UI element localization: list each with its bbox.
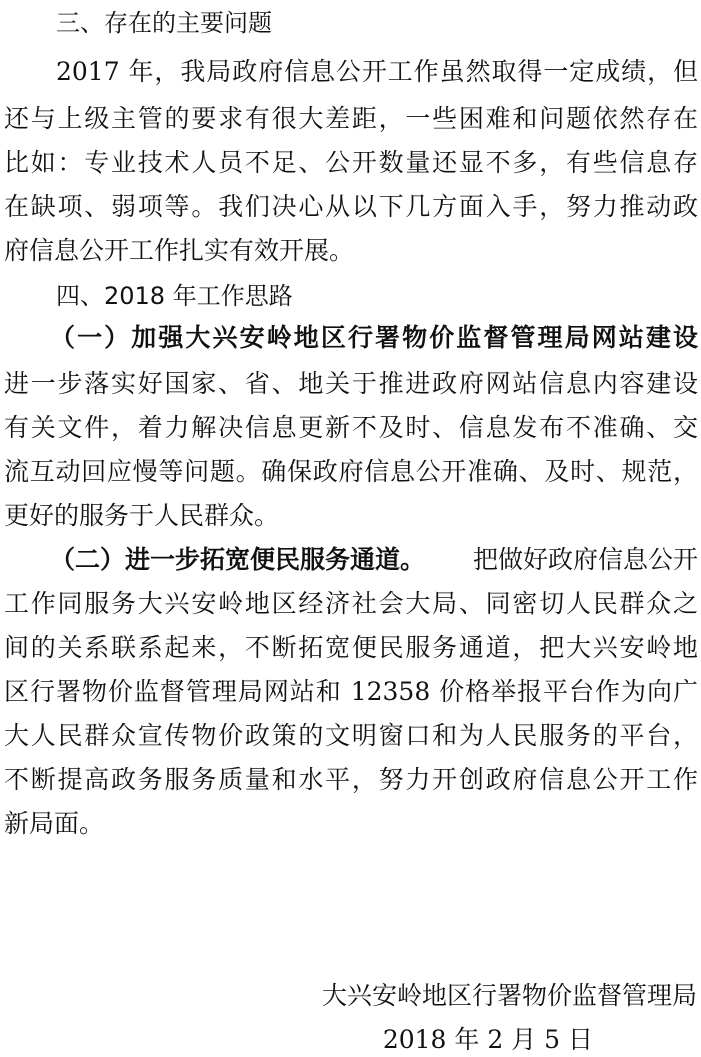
paragraph-line: 还与上级主管的要求有很大差距，一些困难和问题依然存在 xyxy=(4,104,698,133)
paragraph-line: 在缺项、弱项等。我们决心从以下几方面入手，努力推动政 xyxy=(4,192,698,221)
signature-date: 2018 年 2 月 5 日 xyxy=(382,1025,593,1054)
paragraph-line: 府信息公开工作扎实有效开展。 xyxy=(4,236,355,265)
signature-organization: 大兴安岭地区行署物价监督管理局 xyxy=(321,981,697,1010)
paragraph-line: 比如：专业技术人员不足、公开数量还显不多，有些信息存 xyxy=(4,148,698,177)
paragraph-line: 区行署物价监督管理局网站和 12358 价格举报平台作为向广 xyxy=(4,677,698,706)
subheading-service-channel: （二）进一步拓宽便民服务通道。 xyxy=(50,545,426,574)
paragraph-line: 流互动回应慢等问题。确保政府信息公开准确、及时、规范， xyxy=(4,457,698,486)
paragraph-inline-text: 把做好政府信息公开 xyxy=(472,545,698,574)
paragraph-line: 更好的服务于人民群众。 xyxy=(4,501,280,530)
paragraph-line: 新局面。 xyxy=(4,809,105,838)
paragraph-line: 进一步落实好国家、省、地关于推进政府网站信息内容建设 xyxy=(4,369,698,398)
paragraph-line: 间的关系联系起来，不断拓宽便民服务通道，把大兴安岭地 xyxy=(4,633,698,662)
paragraph-line: 2017 年，我局政府信息公开工作虽然取得一定成绩，但 xyxy=(56,57,698,86)
paragraph-line: 有关文件，着力解决信息更新不及时、信息发布不准确、交 xyxy=(4,413,698,442)
section-heading-problems: 三、存在的主要问题 xyxy=(56,9,272,37)
paragraph-line: 工作同服务大兴安岭地区经济社会大局、同密切人民群众之 xyxy=(4,589,698,618)
subheading-website-construction: （一）加强大兴安岭地区行署物价监督管理局网站建设 xyxy=(50,323,698,352)
paragraph-line: 不断提高政务服务质量和水平，努力开创政府信息公开工作 xyxy=(4,765,698,794)
paragraph-line: 大人民群众宣传物价政策的文明窗口和为人民服务的平台， xyxy=(4,721,698,750)
section-heading-2018-plan: 四、2018 年工作思路 xyxy=(56,282,293,310)
subheading-line-service-channel xyxy=(50,545,698,575)
